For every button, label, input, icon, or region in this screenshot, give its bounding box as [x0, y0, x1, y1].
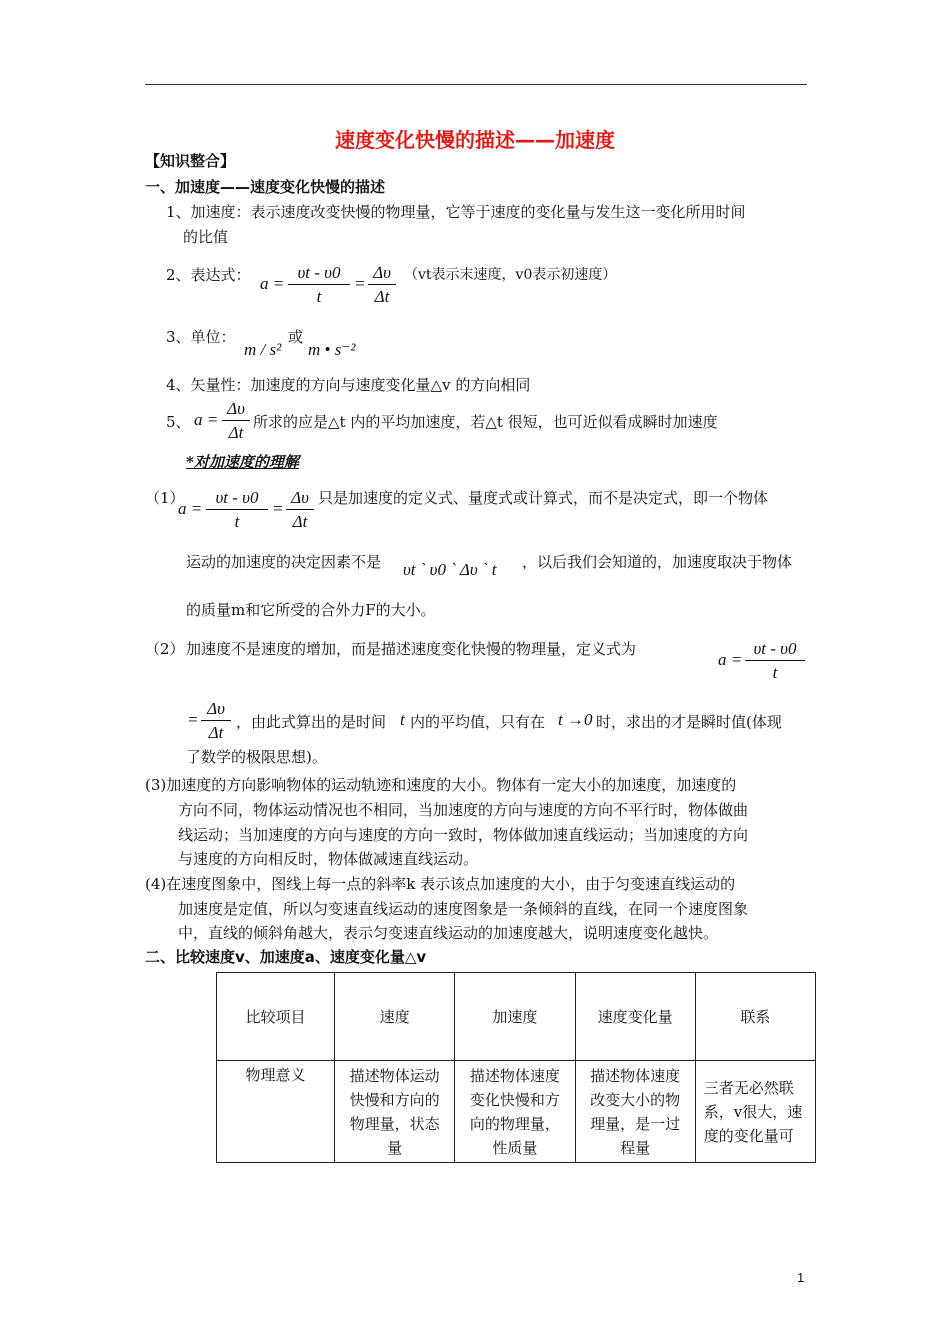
item5-text: 所求的应是△t 内的平均加速度，若△t 很短，也可近似看成瞬时加速度	[253, 413, 718, 431]
table-header-cell: 联系	[695, 973, 815, 1061]
p2-delta-v: Δυ	[201, 698, 231, 721]
unit-or: 或	[288, 328, 304, 346]
p1-denominator: t	[234, 512, 240, 531]
p2-numerator: υt - υ0	[745, 638, 805, 661]
cell-line: 描述物体运动	[349, 1066, 440, 1085]
understanding-heading: *对加速度的理解	[186, 453, 299, 471]
p3-line1: (3)加速度的方向影响物体的运动轨迹和速度的大小。物体有一定大小的加速度，加速度的	[145, 776, 737, 794]
cell-line: 理量，是一过	[590, 1114, 681, 1133]
item1-line1: 1、加速度：表示速度改变快慢的物理量，它等于速度的变化量与发生这一变化所用时间	[166, 203, 746, 221]
item2-note: （vt表示末速度，v0表示初速度）	[404, 267, 617, 283]
p2-label: （2）	[145, 640, 185, 658]
item1-line2: 的比值	[183, 228, 229, 246]
table-cell: 物理意义	[217, 1061, 335, 1163]
section2-heading: 二、比较速度v、加速度a、速度变化量△v	[145, 948, 427, 966]
p4-line3: 中，直线的倾斜角越大，表示匀变速直线运动的加速度越大，说明速度变化越快。	[178, 924, 719, 942]
table-header-row	[217, 973, 816, 1061]
p1-fraction-2	[286, 487, 314, 534]
p2-delta-t: Δt	[208, 723, 224, 742]
cell-line: 程量	[620, 1138, 651, 1157]
cell-line: 系，v很大，速	[703, 1102, 803, 1121]
table-header-cell: 比较项目	[217, 973, 335, 1061]
cell-line: 性质量	[492, 1138, 538, 1157]
item2-label: 2、表达式：	[166, 266, 251, 284]
table-header-cell: 加速度	[455, 973, 575, 1061]
formula-denominator: t	[316, 287, 322, 306]
p1-text: 只是加速度的定义式、量度式或计算式，而不是决定式，即一个物体	[318, 489, 769, 507]
cell-line: 物理量，状态	[349, 1114, 440, 1133]
item5-delta-t: Δt	[228, 423, 244, 442]
p2-limit: t →0	[558, 710, 593, 729]
p4-line1: (4)在速度图象中，图线上每一点的斜率k 表示该点加速度的大小，由于匀变速直线运动的	[145, 875, 736, 893]
page-number: 1	[797, 1270, 805, 1285]
formula-fraction-1	[288, 262, 350, 309]
cell-line: 描述物体速度	[590, 1066, 681, 1085]
comparison-table	[216, 972, 816, 1163]
item5-fraction	[222, 398, 250, 445]
p1-delta-t: Δt	[292, 512, 308, 531]
formula-delta-v: Δυ	[368, 262, 396, 285]
item3-label: 3、单位：	[166, 328, 236, 346]
cell-line: 三者无必然联	[703, 1078, 794, 1097]
item5-label: 5、	[166, 413, 191, 431]
formula-fraction-2	[368, 262, 396, 309]
page-title: 速度变化快慢的描述——加速度	[335, 128, 615, 152]
item5-a: a =	[194, 410, 219, 429]
table-cell	[455, 1061, 575, 1163]
p2-line3: 了数学的极限思想)。	[186, 748, 327, 766]
unit-m-per-s2: m / s²	[244, 340, 282, 359]
section1-heading: 一、加速度——速度变化快慢的描述	[145, 178, 386, 196]
table-header-cell: 速度变化量	[575, 973, 695, 1061]
p2-text: 加速度不是速度的增加，而是描述速度变化快慢的物理量，定义式为	[186, 640, 637, 658]
table-cell	[335, 1061, 455, 1163]
p2-denominator: t	[772, 663, 778, 682]
cell-line: 量	[387, 1138, 403, 1157]
p3-line3: 线运动；当加速度的方向与速度的方向一致时，物体做加速直线运动；当加速度的方向	[178, 826, 749, 844]
table-cell	[695, 1061, 815, 1163]
p1-equals: =	[272, 499, 284, 518]
p1-a: a =	[178, 499, 203, 518]
formula-numerator: υt - υ0	[288, 262, 350, 285]
item4: 4、矢量性：加速度的方向与速度变化量△v 的方向相同	[166, 376, 531, 394]
cell-line: 变化快慢和方	[469, 1090, 560, 1109]
cell-line: 度的变化量可	[703, 1126, 794, 1145]
p2-line2c: 时，求出的才是瞬时值(体现	[596, 713, 782, 731]
cell-line: 改变大小的物	[590, 1090, 681, 1109]
formula-a: a =	[260, 274, 285, 293]
p2-a: a =	[718, 650, 743, 669]
formula-equals: =	[354, 274, 366, 293]
p2-line2a: ，由此式算出的是时间	[236, 713, 387, 731]
p1-line2b: ，以后我们会知道的，加速度取决于物体	[522, 553, 793, 571]
unit-m-s-neg2: m • s⁻²	[308, 340, 356, 359]
p2-equals: =	[187, 710, 199, 729]
p4-line2: 加速度是定值，所以匀变速直线运动的速度图象是一条倾斜的直线，在同一个速度图象	[178, 900, 749, 918]
formula-delta-t: Δt	[374, 287, 390, 306]
cell-line: 向的物理量，	[469, 1114, 560, 1133]
item5-delta-v: Δυ	[222, 398, 250, 421]
p1-line2a: 运动的加速度的决定因素不是	[186, 553, 382, 571]
table-cell	[575, 1061, 695, 1163]
header-rule	[145, 84, 807, 85]
p1-label: （1）	[145, 489, 185, 507]
p1-line3: 的质量m和它所受的合外力F的大小。	[186, 601, 436, 619]
p1-delta-v: Δυ	[286, 487, 314, 510]
table-header-cell: 速度	[335, 973, 455, 1061]
p2-line2b: 内的平均值，只有在	[410, 713, 546, 731]
p3-line4: 与速度的方向相反时，物体做减速直线运动。	[178, 850, 479, 868]
p2-fraction-1	[745, 638, 805, 685]
p2-fraction-2	[201, 698, 231, 745]
cell-line: 快慢和方向的	[349, 1090, 440, 1109]
knowledge-tag: 【知识整合】	[145, 152, 236, 170]
p3-line2: 方向不同，物体运动情况也不相同，当加速度的方向与速度的方向不平行时，物体做曲	[178, 801, 749, 819]
table-row	[217, 1061, 816, 1163]
p1-vars: υt ` υ0 ` Δυ ` t	[403, 560, 497, 579]
p1-numerator: υt - υ0	[206, 487, 268, 510]
cell-line: 描述物体速度	[469, 1066, 560, 1085]
p2-t: t	[400, 710, 405, 729]
p1-fraction-1	[206, 487, 268, 534]
